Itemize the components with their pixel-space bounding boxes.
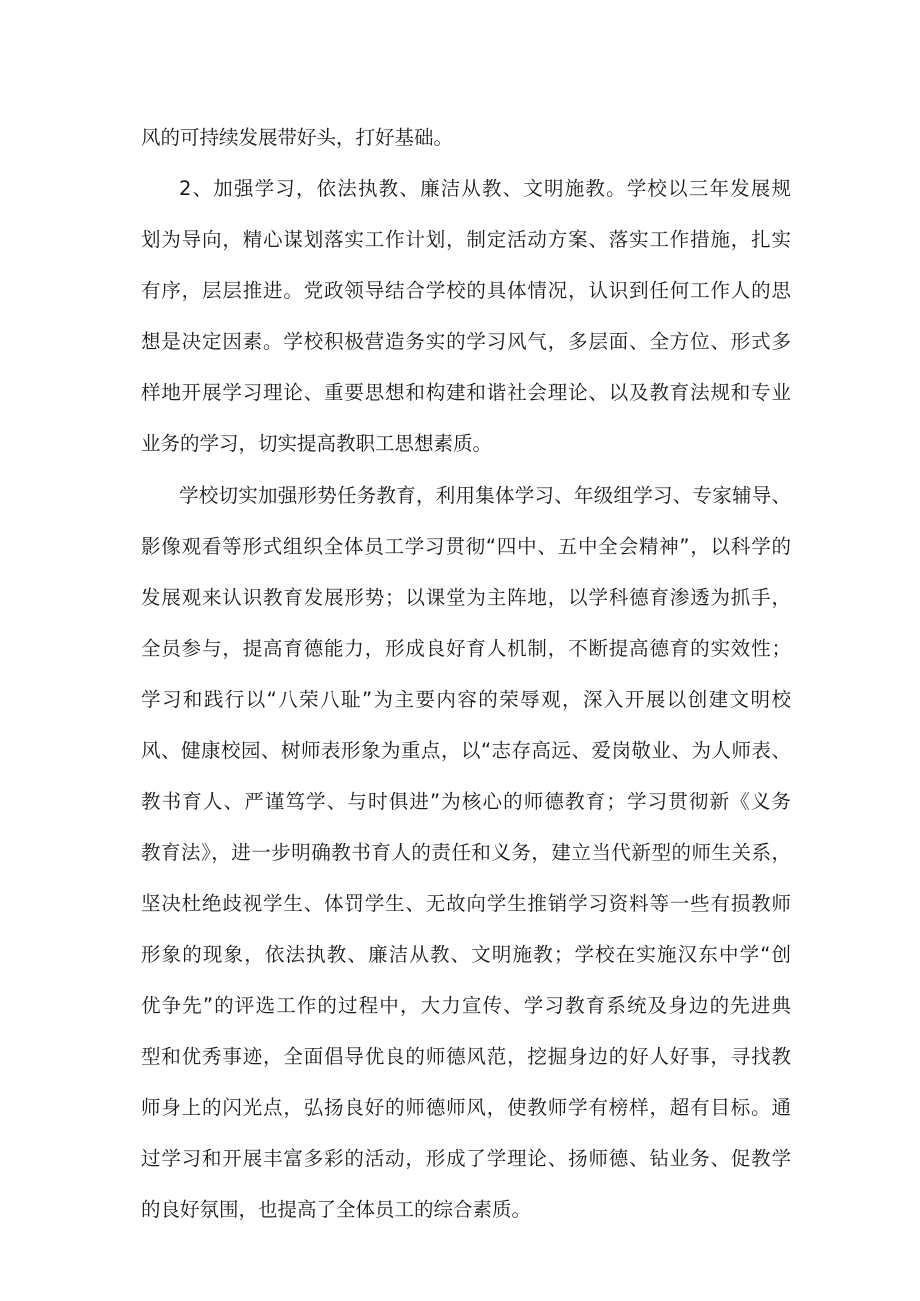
text-line: 风、健康校园、树师表形象为重点，以“志存高远、爱岗敬业、为人师表、: [141, 739, 791, 762]
text-line: 全员参与，提高育德能力，形成良好育人机制，不断提高德育的实效性；: [141, 637, 791, 660]
text-line: 过学习和开展丰富多彩的活动，形成了学理论、扬师德、钻业务、促教学: [141, 1147, 791, 1170]
text-line: 坚决杜绝歧视学生、体罚学生、无故向学生推销学习资料等一些有损教师: [141, 892, 791, 915]
text-line: 想是决定因素。学校积极营造务实的学习风气，多层面、全方位、形式多: [141, 330, 791, 353]
text-line: 教育法》，进一步明确教书育人的责任和义务，建立当代新型的师生关系，: [141, 841, 791, 864]
text-line: 风的可持续发展带好头，打好基础。: [141, 126, 454, 149]
text-line: 划为导向，精心谋划落实工作计划，制定活动方案、落实工作措施，扎实: [141, 228, 791, 251]
text-line: 学校切实加强形势任务教育，利用集体学习、年级组学习、专家辅导、: [179, 484, 791, 507]
text-line: 学习和践行以“八荣八耻”为主要内容的荣辱观，深入开展以创建文明校: [141, 688, 791, 711]
text-line: 业务的学习，切实提高教职工思想素质。: [141, 432, 493, 455]
text-line: 有序，层层推进。党政领导结合学校的具体情况，认识到任何工作人的思: [141, 279, 791, 302]
text-line: 型和优秀事迹，全面倡导优良的师德风范，挖掘身边的好人好事，寻找教: [141, 1045, 791, 1068]
text-line: 发展观来认识教育发展形势；以课堂为主阵地，以学科德育渗透为抓手，: [141, 586, 791, 609]
text-line: 师身上的闪光点，弘扬良好的师德师风，使教师学有榜样，超有目标。通: [141, 1096, 791, 1119]
text-line: 2、加强学习，依法执教、廉洁从教、文明施教。学校以三年发展规: [179, 177, 791, 200]
text-line: 形象的现象，依法执教、廉洁从教、文明施教；学校在实施汉东中学“创: [141, 943, 791, 966]
text-line: 影像观看等形式组织全体员工学习贯彻“四中、五中全会精神”，以科学的: [141, 535, 791, 558]
text-line: 教书育人、严谨笃学、与时俱进”为核心的师德教育；学习贯彻新《义务: [141, 790, 791, 813]
text-line: 的良好氛围，也提高了全体员工的综合素质。: [141, 1198, 532, 1221]
text-line: 优争先”的评选工作的过程中，大力宣传、学习教育系统及身边的先进典: [141, 994, 791, 1017]
text-line: 样地开展学习理论、重要思想和构建和谐社会理论、以及教育法规和专业: [141, 381, 791, 404]
